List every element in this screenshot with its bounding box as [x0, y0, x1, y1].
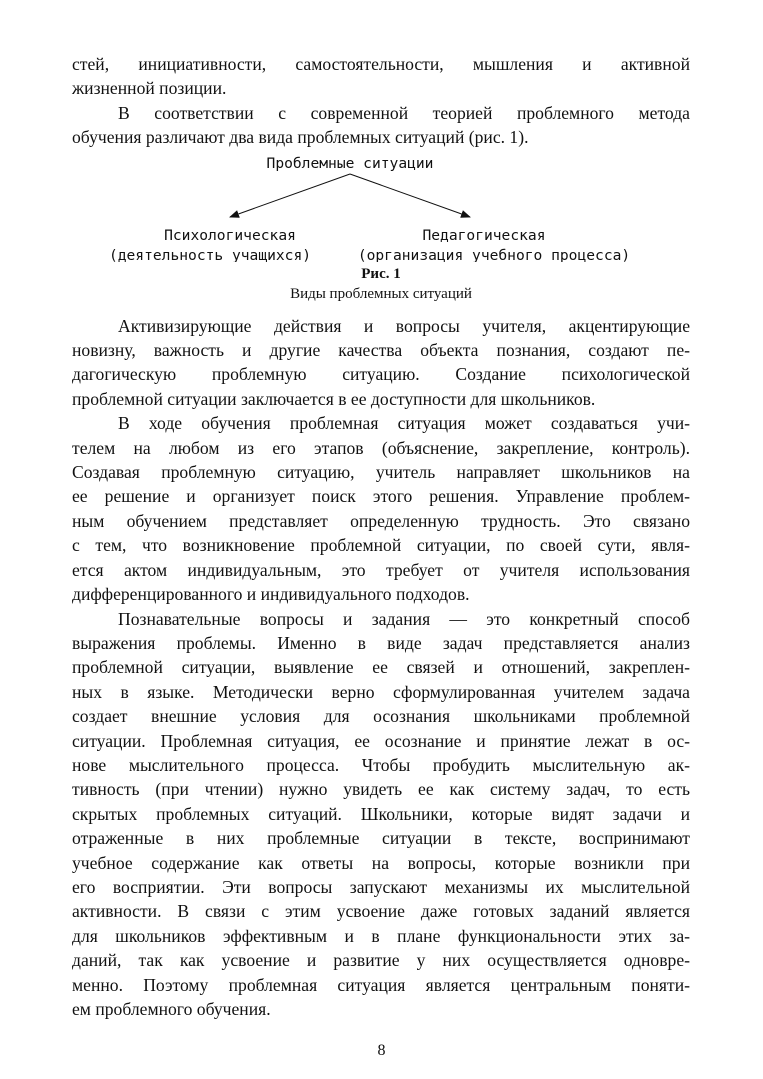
text-line: В ходе обучения проблемная ситуация может создаваться учи-: [118, 413, 690, 434]
diagram-svg: [72, 154, 690, 262]
paragraph: [72, 101, 690, 150]
paragraph: [72, 607, 690, 1022]
text-line: Познавательные вопросы и задания — это конкретный способ: [118, 608, 690, 629]
text-line: учебное содержание как ответы на вопросы, которые возникли при: [72, 852, 690, 873]
text-line: отраженные в них проблемные ситуации в тексте, воспринимают: [72, 828, 690, 849]
top-paragraphs: [72, 52, 690, 150]
page-content: [72, 52, 690, 1021]
bottom-paragraphs: [72, 314, 690, 1022]
text-line: с тем, что возникновение проблемной ситуации, по своей сути, явля-: [72, 535, 690, 556]
text-line: ных в языке. Методически верно сформулированная учителем задача: [72, 681, 690, 702]
text-line: создает внешние условия для осознания школьниками проблемной: [72, 706, 690, 727]
text-line: для школьников эффективным и в плане функциональности этих за-: [72, 925, 690, 946]
text-line: его восприятии. Эти вопросы запускают механизмы их мыслительной: [72, 876, 690, 897]
text-line: Создавая проблемную ситуацию, учитель направляет школьников на: [72, 462, 690, 483]
text-line: В соответствии с современной теорией проблемного метода: [118, 102, 690, 123]
arrow-right: [350, 174, 470, 217]
figure-caption-title: Рис. 1: [361, 265, 401, 282]
figure-diagram: [72, 154, 690, 262]
text-line: ее решение и организует поиск этого решения. Управление проблем-: [72, 486, 690, 507]
text-line: проблемной ситуации, выявление ее связей и отношений, закреплен-: [72, 657, 690, 678]
text-line: даний, так как усвоение и развитие у них осуществляется одновре-: [72, 950, 690, 971]
text-line: ем проблемного обучения.: [72, 999, 271, 1019]
text-line: ным обучением представляет определенную трудность. Это связано: [72, 510, 690, 531]
paragraph: [72, 314, 690, 412]
text-line: Активизирующие действия и вопросы учителя, акцентирующие: [118, 315, 690, 336]
text-line: выражения проблемы. Именно в виде задач представляется анализ: [72, 632, 690, 653]
text-line: дифференцированного и индивидуального подходов.: [72, 584, 470, 605]
text-line: дагогическую проблемную ситуацию. Создание психологической: [72, 364, 690, 385]
text-line: жизненной позиции.: [72, 78, 227, 99]
diagram-right-sublabel: (организация учебного процесса): [357, 246, 631, 262]
diagram-root-label: Проблемные ситуации: [266, 154, 434, 172]
paragraph: [72, 52, 690, 101]
text-line: тивность (при чтении) нужно увидеть ее как систему задач, то есть: [72, 779, 690, 800]
text-line: телем на любом из его этапов (объяснение, закрепление, контроль).: [72, 437, 690, 458]
paragraph: [72, 411, 690, 606]
text-line: ется актом индивидуальным, это требует от учителя использования: [72, 559, 690, 580]
text-line: ситуации. Проблемная ситуация, ее осознание и принятие лежат в ос-: [72, 730, 690, 751]
arrow-left: [230, 174, 350, 217]
figure-caption-subtitle: Виды проблемных ситуаций: [290, 285, 472, 302]
diagram-left-sublabel: (деятельность учащихся): [108, 246, 312, 262]
text-line: проблемной ситуации заключается в ее доступности для школьников.: [72, 388, 596, 409]
text-line: стей, инициативности, самостоятельности, мышления и активной: [72, 54, 690, 74]
text-line: нове мыслительного процесса. Чтобы пробудить мыслительную ак-: [72, 754, 690, 775]
text-line: активности. В связи с этим усвоение даже готовых заданий является: [72, 901, 690, 922]
text-line: новизну, важность и другие качества объекта познания, создают пе-: [72, 340, 690, 361]
text-line: обучения различают два вида проблемных ситуаций (рис. 1).: [72, 127, 529, 148]
text-line: менно. Поэтому проблемная ситуация является центральным поняти-: [72, 974, 690, 995]
page-number: 8: [377, 1042, 386, 1059]
diagram-left-label: Психологическая: [164, 226, 296, 244]
diagram-right-label: Педагогическая: [422, 226, 546, 244]
text-line: скрытых проблемных ситуаций. Школьники, которые видят задачи и: [72, 803, 690, 824]
